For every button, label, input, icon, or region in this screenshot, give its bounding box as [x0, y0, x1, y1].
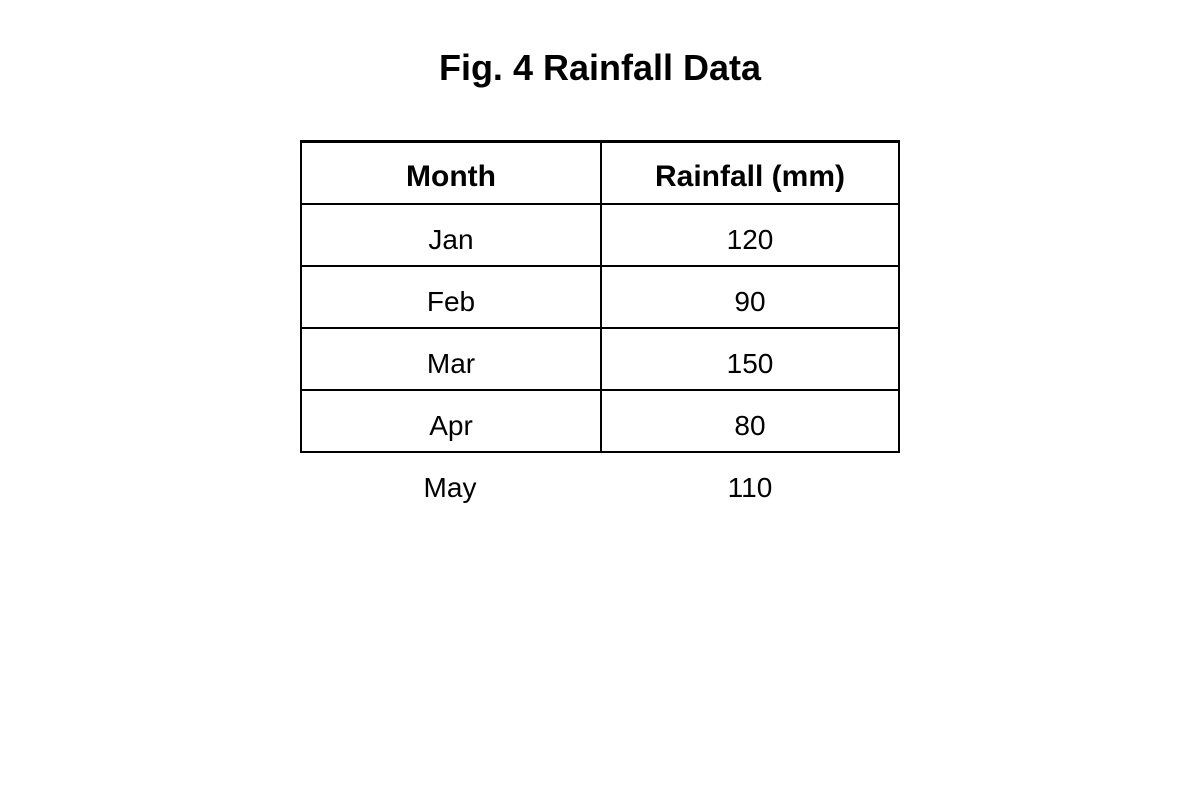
rainfall-cell: 90 [600, 267, 900, 327]
rainfall-cell: 110 [727, 472, 773, 503]
month-cell: Apr [300, 391, 600, 451]
rainfall-cell: 80 [600, 391, 900, 451]
column-header-month: Month [300, 143, 600, 203]
rainfall-cell: 120 [600, 205, 900, 265]
month-cell: Jan [300, 205, 600, 265]
figure-title: Fig. 4 Rainfall Data [438, 47, 762, 88]
rainfall-table [300, 140, 900, 513]
table-header-row [300, 140, 900, 203]
table-row [300, 389, 900, 453]
month-cell: Feb [300, 267, 600, 327]
table-row-unboxed [300, 453, 900, 513]
rainfall-cell: 150 [600, 329, 900, 389]
table-row [300, 265, 900, 327]
month-cell: May [423, 472, 477, 503]
column-header-rainfall: Rainfall (mm) [600, 143, 900, 203]
month-cell: Mar [300, 329, 600, 389]
table-row [300, 203, 900, 265]
table-row [300, 327, 900, 389]
